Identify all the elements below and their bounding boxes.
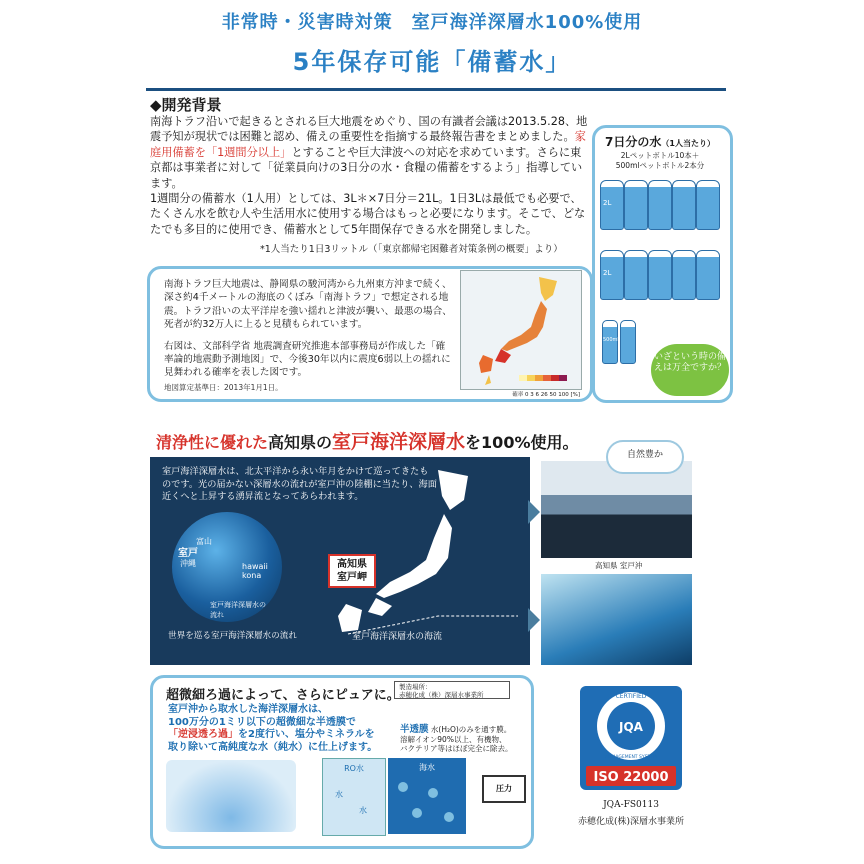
bottle-2l (648, 180, 672, 230)
ion-icon (398, 782, 408, 792)
main-title-line2: 5年保存可能「備蓄水」 (292, 48, 572, 76)
map-date-note: 地図算定基準日：2013年1月1日。 (164, 383, 283, 392)
water-title-small: （1人当たり） (661, 139, 715, 148)
bottle-2l (648, 250, 672, 300)
jqa-code: JQA-FS0113 (603, 800, 659, 810)
globe-okinawa: 沖縄 (180, 559, 196, 568)
globe-hawaii: hawaii kona (242, 562, 268, 580)
japan-map-icon (461, 271, 581, 389)
pressure-label: 圧力 (482, 775, 526, 803)
kochi-muroto-label: 高知県 室戸岬 (328, 554, 376, 588)
muroto-sea-photo (541, 461, 692, 558)
heading-black2: を100%使用。 (465, 433, 579, 452)
ion-icon (412, 808, 422, 818)
bg-p1b: とすることや巨大津波への対応を求めています。さらに東京都は事業者に対して「従業員向けの3日分の水・食糧の備蓄をするよう」指導しています。 (150, 145, 583, 190)
bottle-500ml (620, 320, 636, 364)
heading-big: 室戸海洋深層水 (332, 431, 466, 453)
water-drop-photo (166, 760, 296, 832)
globe-image (172, 512, 282, 622)
certified-text: CERTIFIED (615, 693, 647, 700)
globe-toyama: 富山 (196, 537, 212, 546)
bottle-2l (672, 250, 696, 300)
bg-p1a: 南海トラフ沿いで起きるとされる巨大地震をめぐり、国の有識者会議は2013.5.28、地震予知が現状では困難と認め、備えの重要性を指摘する最終報告書をまとめました。 (150, 115, 588, 144)
quake-p1: 南海トラフ巨大地震は、静岡県の駿河湾から九州東方沖まで続く、深さ約4千メートルの海底のくぼみ「南海トラフ」で想定される地震。トラフ沿いの太平洋岸を強い揺れと津波が襲い、最悪の場合、死者が約32万人に上ると見積もられています。 (164, 279, 452, 331)
globe-muroto: 室戸 (178, 548, 198, 559)
arrow-right-icon (528, 608, 540, 632)
nature-bubble: 自然豊か (606, 440, 684, 474)
water-pipe-photo (541, 574, 692, 665)
system-text: MANAGEMENT SYSTEM (605, 755, 657, 760)
arrow-right-icon (528, 500, 540, 524)
jqa-seal-icon (572, 684, 690, 794)
current-caption: 室戸海洋深層水の海流 (352, 632, 443, 642)
map-legend: 確率 0 3 6 26 50 100 [%] (512, 392, 580, 398)
jqa-cert-logo (572, 684, 690, 794)
heading-red: 清浄性に優れた (156, 433, 269, 452)
footnote: *1人当たり1日3リットル（「東京都帰宅困難者対策条例の概要」より） (260, 244, 563, 255)
filtration-heading: 超微細ろ過によって、さらにピュアに。 (166, 688, 400, 703)
reminder-bubble: いざという時の備えは万全ですか？ (651, 344, 729, 396)
bottle-2l (672, 180, 696, 230)
bottle-2l (696, 250, 720, 300)
water-title (596, 133, 724, 150)
seawater-panel: 海水 (388, 758, 466, 834)
water-sub1: 2Lペットボトル10本＋ (620, 151, 700, 160)
bottle-grid (598, 180, 724, 350)
bottle-2l (624, 180, 648, 230)
muroto-heading (156, 427, 578, 454)
globe-flow-label: 室戸海洋深層水の流れ (210, 601, 266, 619)
bottle-2l (696, 180, 720, 230)
main-title-line1: 非常時・災害時対策 室戸海洋深層水100%使用 (221, 12, 643, 33)
section-heading-background: ◆開発背景 (150, 96, 222, 114)
iso-text: ISO 22000 (593, 770, 669, 785)
bg-p2: 1週間分の備蓄水（1人用）としては、3L＊×7日分＝21L。1日3Lは最低でも必要で、たくさん水を飲む人や生活用水に使用する場合はもっと必要になります。そこで、どなたでも多目的に使用でき、備蓄水として5年間保存できる水を開発しました。 (150, 192, 586, 236)
deep-sea-desc: 室戸海洋深層水は、北太平洋から永い年月をかけて巡ってきたものです。光の届かない深層水の流れが室戸沖の陸棚に当たり、海面近くへと上昇する湧昇流となってあらわれます。 (162, 466, 437, 502)
ion-icon (444, 812, 454, 822)
water-sub2: 500mlペットボトル2本分 (615, 161, 705, 170)
membrane-note: 半透膜 水(H₂O)のみを通す膜。 溶解イオン90%以上、有機物、 バクテリア等はほぼ完全に除去。 (400, 724, 513, 753)
water-title-main: 7日分の水 (605, 135, 662, 149)
bottle-2l: 2L (600, 180, 624, 230)
ro-highlight: 「逆浸透ろ過」 (168, 729, 238, 740)
photo-caption: 高知県 室戸沖 (595, 561, 643, 570)
legend-bar (519, 375, 567, 381)
bg-p1-highlight: 家庭用備蓄を「1週間分以上」 (150, 130, 586, 159)
world-flow-caption: 世界を巡る室戸海洋深層水の流れ (168, 631, 297, 641)
header-divider (146, 88, 726, 91)
ro-water-panel: RO水 水 水 (322, 758, 386, 836)
background-text (150, 114, 588, 237)
quake-text (164, 278, 454, 388)
quake-p2: 右図は、文部科学省 地震調査研究推進本部事務局が作成した「確率論的地震動予測地図」で、今後30年以内に震度6弱以上の揺れに見舞われる確率を表した図です。 (164, 340, 451, 379)
heading-black1: 高知県の (268, 433, 333, 452)
probability-map (460, 270, 582, 390)
jqa-text: JQA (619, 720, 643, 734)
water-subtitle (596, 151, 724, 171)
bottle-500ml: 500ml (602, 320, 618, 364)
filtration-text: 室戸沖から取水した海洋深層水は、 100万分の1ミリ以下の超微細な半透膜で 「逆浸透ろ過」を2度行い、塩分やミネラルを 取り除いて高純度な水（純水）に仕上げます。 (168, 704, 378, 753)
jqa-company: 赤穂化成(株)深層水事業所 (577, 817, 685, 827)
bottle-2l (624, 250, 648, 300)
maker-box: 製造場所： 赤穂化成（株）深層水事業所 (394, 681, 510, 699)
membrane-title: 半透膜 (400, 724, 429, 735)
ion-icon (428, 788, 438, 798)
bottle-2l: 2L (600, 250, 624, 300)
